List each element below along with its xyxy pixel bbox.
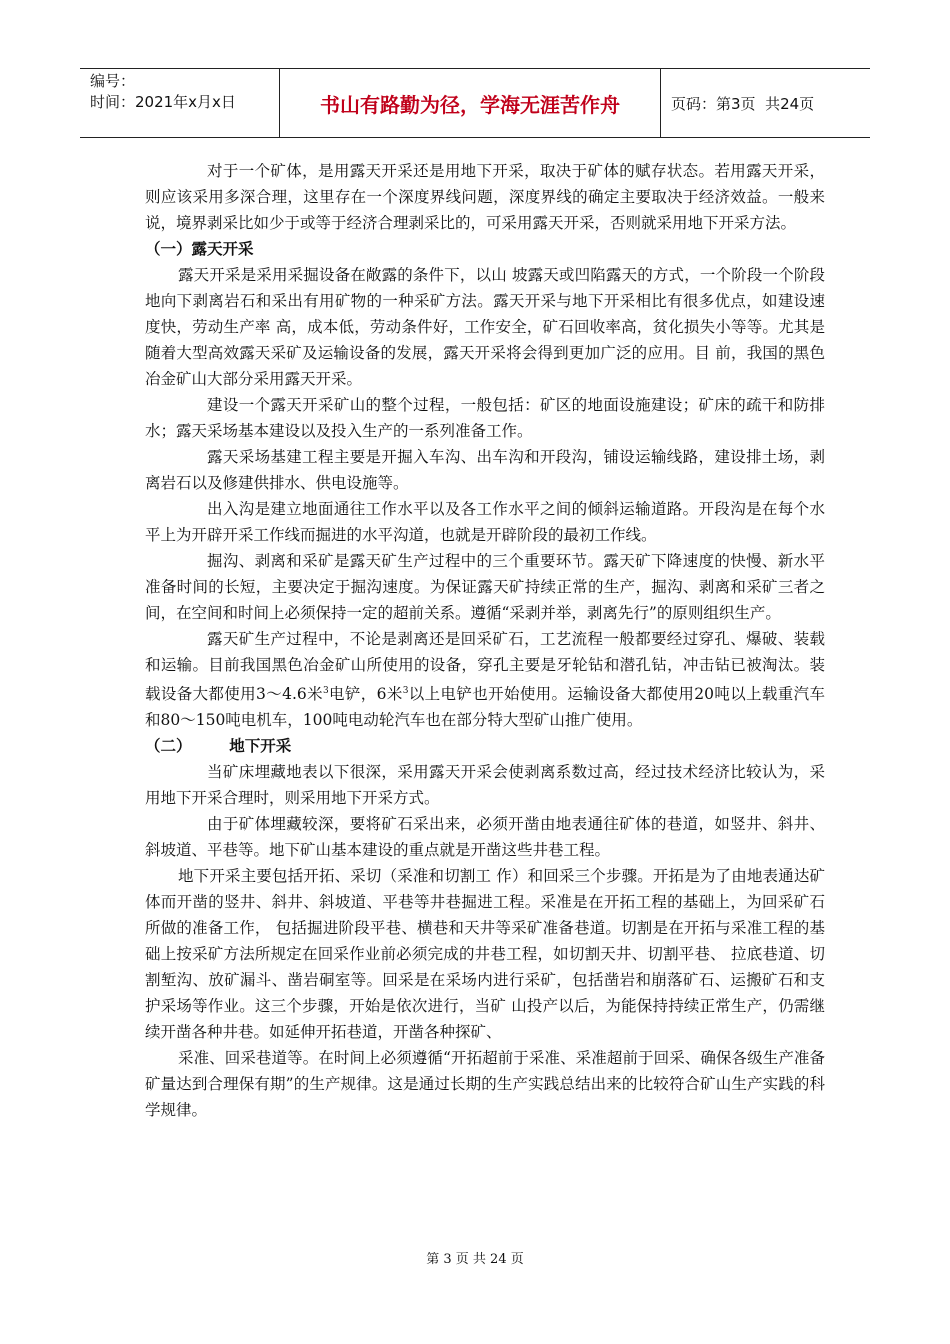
equipment-text-3: 以上电铲也开始使用。运输设备大都使用20吨以上载重汽车和80～150吨电机车，100吨电动轮汽车也在部分特大型矿山推广使用。 [145,685,825,730]
page-footer: 第 3 页 共 24 页 [426,1252,524,1267]
paragraph-intro: 对于一个矿体，是用露天开采还是用地下开采，取决于矿体的赋存状态。若用露天开采，则应该采用多深合理，这里存在一个深度界线问题，深度界线的确定主要取决于经济效益。一般来说，境界剥采比如少于或等于经济合理剥采比的，可采用露天开采，否则就采用地下开采方法。 [145,162,825,232]
superscript-cubic-2: 3 [402,686,409,696]
page-info: 页码：第3页 共24页 [671,94,815,113]
equipment-text-2: 电铲，6米 [328,685,403,704]
header-right-cell [661,69,870,137]
motto: 书山有路勤为径，学海无涯苦作舟 [280,69,661,137]
number-label: 编号： [90,72,136,90]
superscript-cubic-1: 3 [322,686,329,696]
paragraph-production-links: 掘沟、剥离和采矿是露天矿生产过程中的三个重要环节。露天矿下降速度的快慢、新水平准备时间的长短，主要决定于掘沟速度。为保证露天矿持续正常的生产，掘沟、剥离和采矿三者之间，在空间和时间上必须保持一定的超前关系。遵循“采剥并举，剥离先行”的原则组织生产。 [145,552,825,622]
paragraph-underground-rules: 采准、回采巷道等。在时间上必须遵循“开拓超前于采准、采准超前于回采、确保各级生产准备矿量达到合理保有期”的生产规律。这是通过长期的生产实践总结出来的比较符合矿山生产实践的科学规律。 [145,1049,825,1120]
paragraph-trenches: 出入沟是建立地面通往工作水平以及各工作水平之间的倾斜运输道路。开段沟是在每个水平上为开辟开采工作线而掘进的水平沟道，也就是开辟阶段的最初工作线。 [145,500,825,544]
header-left-cell [80,69,280,137]
date-label: 时间：2021年x月x日 [90,93,236,111]
paragraph-open-pit-definition: 露天开采是采用采掘设备在敞露的条件下，以山 坡露天或凹陷露天的方式，一个阶段一个阶段地向下剥离岩石和采出有用矿物的一种采矿方法。露天开采与地下开采相比有很多优点，如建设速度快，劳动生产率 高，成本低，劳动条件好，工作安全，矿石回收率高，贫化损失小等等。尤其是随着大型高效露天采矿及运输设备的发展，露天开采将会得到更加广泛的应用。目 前，我国的黑色冶金矿山大部分采用露天开采。 [145,266,825,388]
section-heading-open-pit: （一）露天开采 [145,240,254,258]
document-body [145,158,825,1123]
paragraph-underground-condition: 当矿床埋藏地表以下很深，采用露天开采会使剥离系数过高，经过技术经济比较认为，采用地下开采合理时，则采用地下开采方式。 [145,763,825,808]
header-table [80,68,870,138]
equipment-text-1: 露天矿生产过程中，不论是剥离还是回采矿石，工艺流程一般都要经过穿孔、爆破、装载和运输。目前我国黑色冶金矿山所使用的设备，穿孔主要是牙轮钻和潜孔钻，冲击钻已被淘汰。装载设备大都使用3～4.6米 [145,630,825,704]
paragraph-equipment [145,626,825,733]
section-heading-underground: （二） 地下开采 [145,737,292,756]
paragraph-infrastructure: 露天采场基建工程主要是开掘入车沟、出车沟和开段沟，铺设运输线路，建设排土场，剥离岩石以及修建供排水、供电设施等。 [145,448,825,492]
paragraph-underground-steps: 地下开采主要包括开拓、采切（采准和切割工 作）和回采三个步骤。开拓是为了由地表通达矿体而开凿的竖井、斜井、斜坡道、平巷等井巷掘进工程。采准是在开拓工程的基础上，为回采矿石所做的准备工作， 包括掘进阶段平巷、横巷和天井等采矿准备巷道。切割是在开拓与采准工程的基础上按采矿方法所规定在回采作业前必须完成的井巷工程，如切割天井、切割平巷、 拉底巷道、切割堑沟、放矿漏斗、凿岩硐室等。回采是在采场内进行采矿，包括凿岩和崩落矿石、运搬矿石和支护采场等作业。这三个步骤，开始是依次进行，当矿 山投产以后，为能保持持续正常生产，仍需继续开凿各种井巷。如延伸开拓巷道，开凿各种探矿、 [145,867,825,1042]
paragraph-underground-shafts: 由于矿体埋藏较深，要将矿石采出来，必须开凿由地表通往矿体的巷道，如竖井、斜井、斜坡道、平巷等。地下矿山基本建设的重点就是开凿这些井巷工程。 [145,815,825,860]
paragraph-construction-process: 建设一个露天开采矿山的整个过程，一般包括：矿区的地面设施建设；矿床的疏干和防排水；露天采场基本建设以及投入生产的一系列准备工作。 [145,396,825,440]
